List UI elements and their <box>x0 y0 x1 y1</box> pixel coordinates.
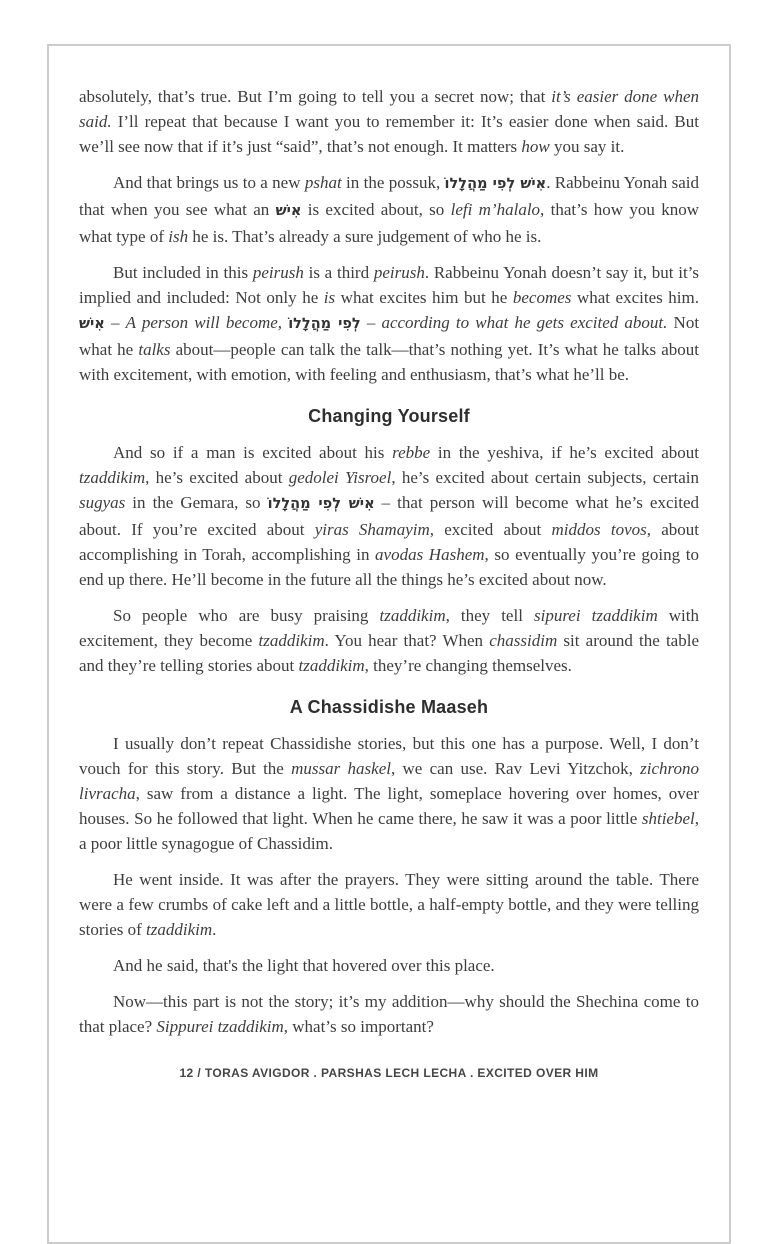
text-run: – <box>360 313 382 332</box>
paragraph <box>79 260 699 387</box>
text-run: So people who are busy praising <box>113 606 380 625</box>
italic-text-run: mussar haskel <box>291 759 391 778</box>
text-run: But included in this <box>113 263 253 282</box>
paragraph <box>79 867 699 942</box>
italic-text-run: becomes <box>512 288 572 307</box>
page-footer: 12 / TORAS AVIGDOR . PARSHAS LECH LECHA . EXCITED OVER HIM <box>179 1066 599 1080</box>
text-run: in the Gemara, so <box>125 493 268 512</box>
text-run: with excitement, they become <box>79 606 700 650</box>
italic-text-run: talks <box>138 340 171 359</box>
section-heading: Changing Yourself <box>308 406 470 426</box>
text-run: in the yeshiva, if he’s excited about <box>430 443 699 462</box>
text-run: And so if a man is excited about his <box>113 443 393 462</box>
text-run: . <box>212 920 217 939</box>
italic-text-run: peirush <box>252 263 304 282</box>
text-run: – <box>104 313 126 332</box>
paragraph <box>79 989 699 1039</box>
paragraph <box>79 731 699 856</box>
text-run: , saw from a distance a light. The light, someplace hovering over homes, over houses. So he followed that light. When he came there, he saw it was a poor little <box>79 784 699 828</box>
italic-text-run: middos tovos <box>551 520 647 539</box>
paragraph <box>79 170 699 249</box>
text-run: is excited about, so <box>301 200 451 219</box>
section-heading: A Chassidishe Maaseh <box>289 697 489 717</box>
italic-text-run: tzaddikim <box>298 656 365 675</box>
hebrew-text-run: אִישׁ לְפִי מַהֲלָלוֹ <box>444 176 547 192</box>
italic-text-run: lefi m’halalo <box>450 200 541 219</box>
italic-text-run: sipurei tzaddikim <box>533 606 658 625</box>
italic-text-run: tzaddikim <box>146 920 213 939</box>
italic-text-run: A person will become, <box>125 313 283 332</box>
text-run: . You hear that? When <box>324 631 490 650</box>
italic-text-run: gedolei Yisroel <box>288 468 392 487</box>
text-run: , a poor little synagogue of Chassidim. <box>79 809 699 853</box>
hebrew-text-run: אִישׁ <box>275 203 302 219</box>
text-run: . Rabbeinu Yonah said that when you see what an <box>79 173 699 219</box>
italic-text-run: it’s easier done when said. <box>79 87 699 131</box>
italic-text-run: is <box>323 288 336 307</box>
document-body <box>49 46 729 1039</box>
italic-text-run: sugyas <box>79 493 126 512</box>
text-run: , he’s excited about certain subjects, certain <box>391 468 699 487</box>
italic-text-run: avodas Hashem <box>375 545 485 564</box>
text-run: what excites him. <box>571 288 699 307</box>
italic-text-run: rebbe <box>392 443 431 462</box>
hebrew-text-run: אִישׁ לְפִי מַהֲלָלוֹ <box>267 496 375 512</box>
text-run: And he said, that's the light that hovered over this place. <box>113 956 495 975</box>
text-run: , we can use. Rav Levi Yitzchok, <box>390 759 641 778</box>
paragraph <box>79 603 699 678</box>
text-run: absolutely, that’s true. But I’m going to tell you a secret now; that <box>79 87 552 106</box>
text-run: Not what he <box>79 313 700 359</box>
hebrew-text-run: לְפִי מַהֲלָלוֹ <box>288 316 361 332</box>
italic-text-run: how <box>521 137 550 156</box>
text-run: , that’s how you know what type of <box>79 200 699 246</box>
italic-text-run: Sippurei tzaddikim <box>156 1017 284 1036</box>
text-run: , he’s excited about <box>145 468 289 487</box>
italic-text-run: tzaddikim <box>79 468 146 487</box>
paragraph <box>79 440 699 592</box>
text-run: – that person will become what he’s excited about. If you’re excited about <box>79 493 699 539</box>
text-run: And that brings us to a new <box>113 173 305 192</box>
italic-text-run: tzaddikim <box>379 606 446 625</box>
paragraph <box>79 953 699 978</box>
document-page <box>47 44 731 1244</box>
italic-text-run: ish <box>168 227 189 246</box>
italic-text-run: shtiebel <box>641 809 695 828</box>
text-run: , what’s so important? <box>283 1017 434 1036</box>
text-run: is a third <box>303 263 374 282</box>
text-run: Now—this part is not the story; it’s my addition—why should the Shechina come to that place? <box>79 992 699 1036</box>
text-run: , they’re changing themselves. <box>364 656 572 675</box>
text-run: you say it. <box>549 137 625 156</box>
text-run: what excites him but he <box>335 288 513 307</box>
text-run: , excited about <box>429 520 552 539</box>
italic-text-run: peirush <box>373 263 425 282</box>
text-run: I’ll repeat that because I want you to remember it: It’s easier done when said. But we’ll see now that if it’s just “said”, that’s not enough. It matters <box>79 112 699 156</box>
text-run: in the possuk, <box>341 173 445 192</box>
text-run: , so eventually you’re going to end up there. He’ll become in the future all the things he’s excited about now. <box>79 545 699 589</box>
italic-text-run: zichrono livracha <box>79 759 699 803</box>
text-run: , they tell <box>445 606 534 625</box>
italic-text-run: pshat <box>304 173 342 192</box>
text-run: he is. That’s already a sure judgement of who he is. <box>188 227 542 246</box>
italic-text-run: according to what he gets excited about. <box>381 313 668 332</box>
text-run: He went inside. It was after the prayers. They were sitting around the table. There were a few crumbs of cake left and a little bottle, a half-empty bottle, and they were telling stories of <box>79 870 699 939</box>
hebrew-text-run: אִישׁ <box>79 316 105 332</box>
text-run: I usually don’t repeat Chassidishe stories, but this one has a purpose. Well, I don’t vouch for this story. But the <box>79 734 699 778</box>
italic-text-run: tzaddikim <box>258 631 325 650</box>
text-run: about—people can talk the talk—that’s nothing yet. It’s what he talks about with excitement, with emotion, with feeling and enthusiasm, that’s what he’ll be. <box>79 340 699 384</box>
text-run: sit around the table and they’re telling stories about <box>79 631 700 675</box>
text-run: . Rabbeinu Yonah doesn’t say it, but it’s implied and included: Not only he <box>79 263 700 307</box>
italic-text-run: yiras Shamayim <box>314 520 430 539</box>
italic-text-run: chassidim <box>489 631 558 650</box>
paragraph <box>79 84 699 159</box>
text-run: , about accomplishing in Torah, accomplishing in <box>79 520 699 564</box>
